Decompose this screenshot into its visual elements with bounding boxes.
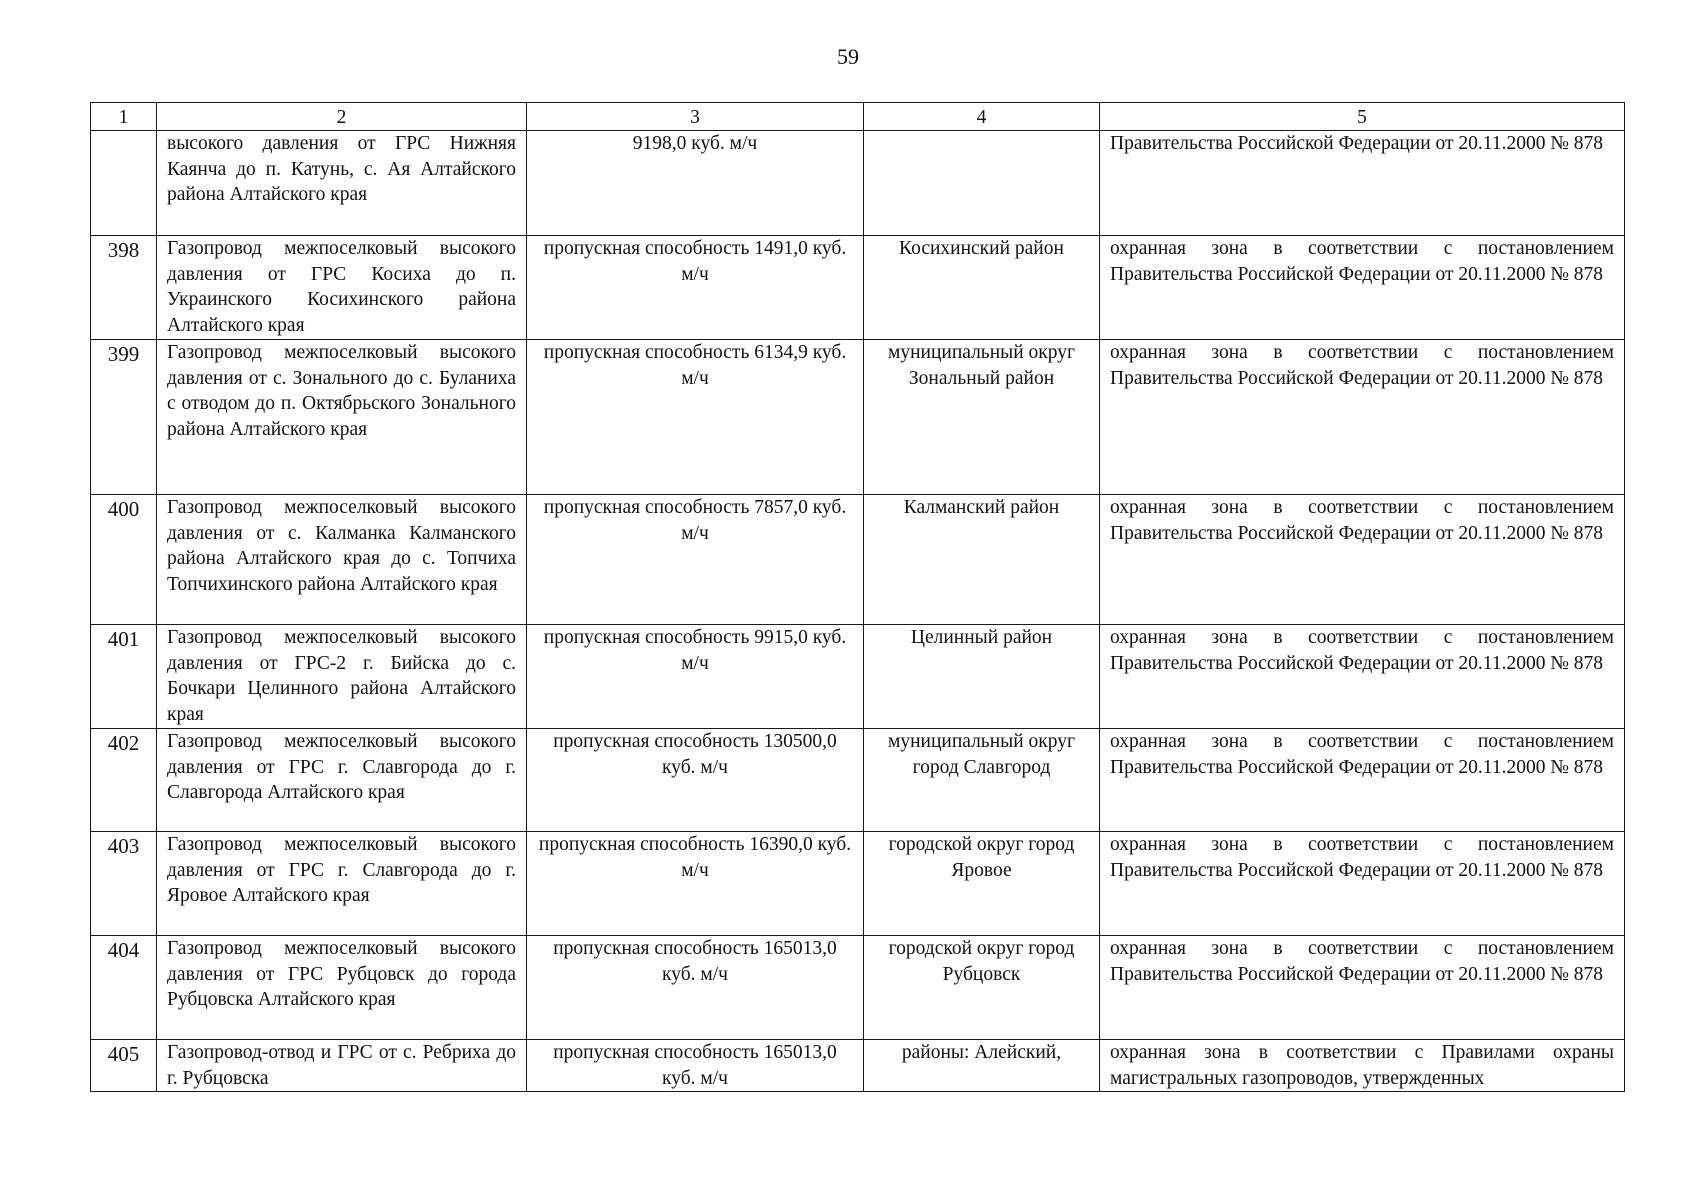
row-number: 399 (91, 340, 157, 495)
location-area: Калманский район (864, 495, 1100, 625)
object-name: Газопровод межпоселковый высокого давления от ГРС г. Славгорода до г. Яровое Алтайского края (157, 832, 527, 936)
row-number: 401 (91, 625, 157, 729)
capacity: пропускная способность 9915,0 куб. м/ч (527, 625, 864, 729)
row-number: 400 (91, 495, 157, 625)
protection-zone: охранная зона в соответствии с постановлением Правительства Российской Федерации от 20.11.2000 № 878 (1100, 236, 1625, 340)
object-name: Газопровод межпоселковый высокого давления от ГРС-2 г. Бийска до с. Бочкари Целинного района Алтайского края (157, 625, 527, 729)
capacity: 9198,0 куб. м/ч (527, 131, 864, 236)
row-number: 402 (91, 729, 157, 832)
row-number (91, 131, 157, 236)
header-col-1: 1 (91, 103, 157, 131)
protection-zone: Правительства Российской Федерации от 20.11.2000 № 878 (1100, 131, 1625, 236)
protection-zone: охранная зона в соответствии с постановлением Правительства Российской Федерации от 20.11.2000 № 878 (1100, 729, 1625, 832)
row-number: 404 (91, 936, 157, 1040)
table-row (91, 340, 1625, 495)
protection-zone: охранная зона в соответствии с постановлением Правительства Российской Федерации от 20.11.2000 № 878 (1100, 495, 1625, 625)
capacity: пропускная способность 6134,9 куб. м/ч (527, 340, 864, 495)
header-col-3: 3 (527, 103, 864, 131)
row-number: 405 (91, 1040, 157, 1092)
table-row (91, 236, 1625, 340)
protection-zone: охранная зона в соответствии с постановлением Правительства Российской Федерации от 20.11.2000 № 878 (1100, 832, 1625, 936)
registry-table (90, 102, 1625, 1092)
object-name: Газопровод межпоселковый высокого давления от с. Калманка Калманского района Алтайского края до с. Топчиха Топчихинского района Алтайского края (157, 495, 527, 625)
header-col-5: 5 (1100, 103, 1625, 131)
location-area: районы: Алейский, (864, 1040, 1100, 1092)
object-name: Газопровод межпоселковый высокого давления от ГРС Рубцовск до города Рубцовска Алтайского края (157, 936, 527, 1040)
capacity: пропускная способность 16390,0 куб. м/ч (527, 832, 864, 936)
location-area: муниципальный округ город Славгород (864, 729, 1100, 832)
location-area (864, 131, 1100, 236)
table-header-row (91, 103, 1625, 131)
protection-zone: охранная зона в соответствии с постановлением Правительства Российской Федерации от 20.11.2000 № 878 (1100, 625, 1625, 729)
table-row (91, 832, 1625, 936)
location-area: Косихинский район (864, 236, 1100, 340)
capacity: пропускная способность 7857,0 куб. м/ч (527, 495, 864, 625)
protection-zone: охранная зона в соответствии с Правилами охраны магистральных газопроводов, утвержденных (1100, 1040, 1625, 1092)
location-area: Целинный район (864, 625, 1100, 729)
capacity: пропускная способность 1491,0 куб. м/ч (527, 236, 864, 340)
object-name: Газопровод межпоселковый высокого давления от ГРС г. Славгорода до г. Славгорода Алтайского края (157, 729, 527, 832)
header-col-4: 4 (864, 103, 1100, 131)
protection-zone: охранная зона в соответствии с постановлением Правительства Российской Федерации от 20.11.2000 № 878 (1100, 340, 1625, 495)
capacity: пропускная способность 165013,0 куб. м/ч (527, 936, 864, 1040)
table-row (91, 729, 1625, 832)
row-number: 403 (91, 832, 157, 936)
capacity: пропускная способность 165013,0 куб. м/ч (527, 1040, 864, 1092)
row-number: 398 (91, 236, 157, 340)
capacity: пропускная способность 130500,0 куб. м/ч (527, 729, 864, 832)
table-row (91, 495, 1625, 625)
object-name: Газопровод межпоселковый высокого давления от ГРС Косиха до п. Украинского Косихинского района Алтайского края (157, 236, 527, 340)
location-area: городской округ город Яровое (864, 832, 1100, 936)
object-name: высокого давления от ГРС Нижняя Каянча до п. Катунь, с. Ая Алтайского района Алтайского края (157, 131, 527, 236)
table-row (91, 1040, 1625, 1092)
location-area: муниципальный округ Зональный район (864, 340, 1100, 495)
table-row (91, 131, 1625, 236)
header-col-2: 2 (157, 103, 527, 131)
table-row (91, 936, 1625, 1040)
object-name: Газопровод межпоселковый высокого давления от с. Зонального до с. Буланиха с отводом до п. Октябрьского Зонального района Алтайского края (157, 340, 527, 495)
table-row (91, 625, 1625, 729)
location-area: городской округ город Рубцовск (864, 936, 1100, 1040)
page-number: 59 (837, 44, 859, 69)
object-name: Газопровод-отвод и ГРС от с. Ребриха до г. Рубцовска (157, 1040, 527, 1092)
protection-zone: охранная зона в соответствии с постановлением Правительства Российской Федерации от 20.11.2000 № 878 (1100, 936, 1625, 1040)
